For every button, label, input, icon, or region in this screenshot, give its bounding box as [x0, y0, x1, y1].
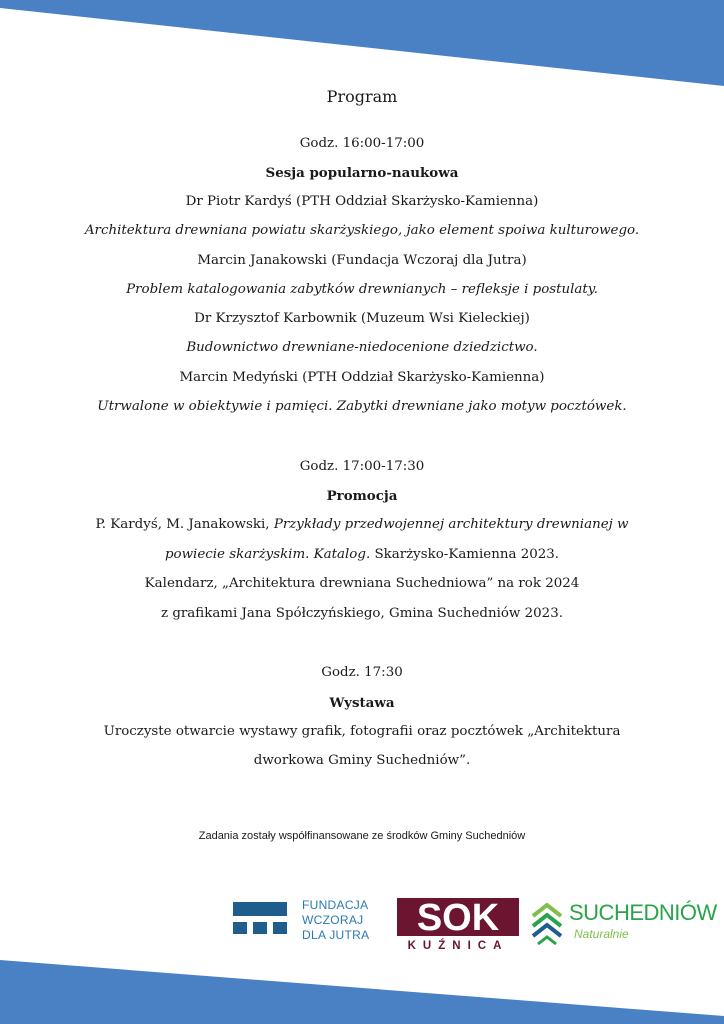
talk3-topic: Budownictwo drewniane-niedocenione dziedzictwo. [186, 340, 538, 355]
talk2-speaker: Marcin Janakowski (Fundacja Wczoraj dla Jutra) [197, 253, 527, 268]
fundacja-logo-text [302, 898, 392, 943]
sok-logo-subtitle: KUŹNICA [407, 940, 509, 952]
suchedniow-logo-tagline: Naturalnie [574, 927, 629, 941]
session2-time: Godz. 17:00-17:30 [299, 459, 425, 474]
promo-publisher: Skarżysko-Kamienna 2023. [370, 547, 560, 562]
session1-name: Sesja popularno-naukowa [265, 165, 459, 181]
talk4-speaker: Marcin Medyński (PTH Oddział Skarżysko-Kamienna) [179, 370, 545, 385]
fundacja-logo-line-1: FUNDACJA [302, 898, 369, 912]
talk3-speaker: Dr Krzysztof Karbownik (Muzeum Wsi Kieleckiej) [194, 311, 530, 326]
promo-line-2 [0, 546, 724, 564]
promo-book-title-part2: powiecie skarżyskim. Katalog. [164, 547, 371, 562]
promo-line-1 [0, 516, 724, 534]
promo-authors: P. Kardyś, M. Janakowski, [95, 517, 274, 532]
session3-time: Godz. 17:30 [321, 665, 403, 680]
promo-calendar: Kalendarz, „Architektura drewniana Suchedniowa” na rok 2024 [144, 576, 580, 591]
suchedniow-logo-mark [530, 902, 564, 946]
top-blue-band [0, 0, 724, 90]
talk2-topic: Problem katalogowania zabytków drewnianych – refleksje i postulaty. [126, 282, 598, 297]
session1-time: Godz. 16:00-17:00 [299, 136, 425, 151]
promo-calendar-details: z grafikami Jana Spółczyńskiego, Gmina Suchedniów 2023. [161, 606, 563, 621]
cofinancing-note: Zadania zostały współfinansowane ze środków Gminy Suchedniów [198, 830, 526, 842]
page-title: Program [326, 87, 398, 106]
fundacja-logo-line-2: WCZORAJ [302, 913, 364, 927]
session3-name: Wystawa [329, 695, 395, 711]
exhibition-line-1: Uroczyste otwarcie wystawy grafik, fotografii oraz pocztówek „Architektura [103, 724, 621, 739]
fundacja-logo-line-3: DLA JUTRA [302, 928, 370, 942]
suchedniow-logo-name: SUCHEDNIÓW [569, 900, 717, 925]
talk1-topic: Architektura drewniana powiatu skarżyskiego, jako element spoiwa kulturowego. [84, 223, 640, 238]
promo-book-title-part1: Przykłady przedwojennej architektury drewnianej w [273, 517, 629, 532]
session2-name: Promocja [326, 488, 398, 504]
talk4-topic: Utrwalone w obiektywie i pamięci. Zabytki drewniane jako motyw pocztówek. [97, 399, 627, 414]
talk1-speaker: Dr Piotr Kardyś (PTH Oddział Skarżysko-Kamienna) [185, 194, 539, 209]
bottom-blue-band [0, 934, 724, 1024]
fundacja-logo-mark [233, 902, 287, 936]
exhibition-line-2: dworkowa Gminy Suchedniów”. [253, 753, 471, 768]
sok-logo-letters: SOK [416, 898, 500, 938]
